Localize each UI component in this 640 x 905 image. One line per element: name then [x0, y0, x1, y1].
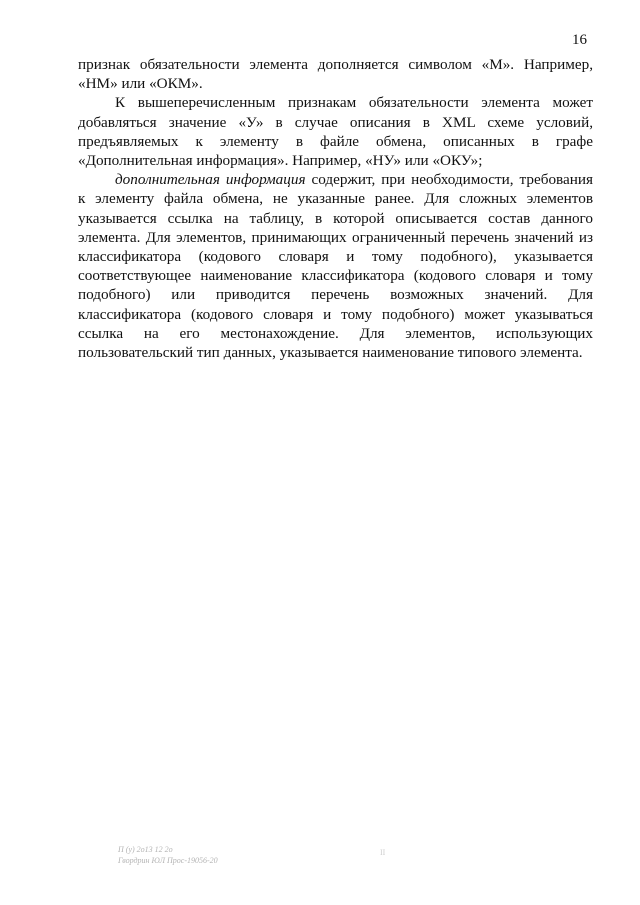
footer-line-1: П (у) 2о13 12 2о	[118, 845, 173, 854]
margin-mark: II	[380, 848, 386, 857]
body-text	[78, 55, 593, 362]
page-number: 16	[572, 32, 587, 48]
paragraph-1: признак обязательности элемента дополняется символом «М». Например, «НМ» или «ОКМ».	[78, 56, 593, 93]
paragraph-3	[78, 170, 593, 362]
paragraph-3-text: содержит, при необходимости, требования к элементу файла обмена, не указанные ранее. Для сложных элементов указывается ссылка на таблицу, в которой описывается состав данного элемента. Для элементов, принимающих ограниченный перечень значений из классификатора (кодового словаря и тому подобного), указывается соответствующее наименование классификатора (кодового словаря и тому подобного) или приводится перечень возможных значений. Для классификатора (кодового словаря и тому подобного) может указываться ссылка на его местонахождение. Для элементов, использующих пользовательский тип данных, указывается наименование типового элемента.	[78, 171, 593, 362]
footer-line-2: Гвордрин ЮЛ Прос-19056-20	[118, 856, 218, 865]
defined-term: дополнительная информация	[115, 171, 306, 189]
document-footer	[118, 844, 218, 866]
paragraph-2: К вышеперечисленным признакам обязательности элемента может добавляться значение «У» в случае описания в XML схеме условий, предъявляемых к элементу в файле обмена, описанных в графе «Дополнительная информация». Например, «НУ» или «ОКУ»;	[78, 94, 593, 170]
